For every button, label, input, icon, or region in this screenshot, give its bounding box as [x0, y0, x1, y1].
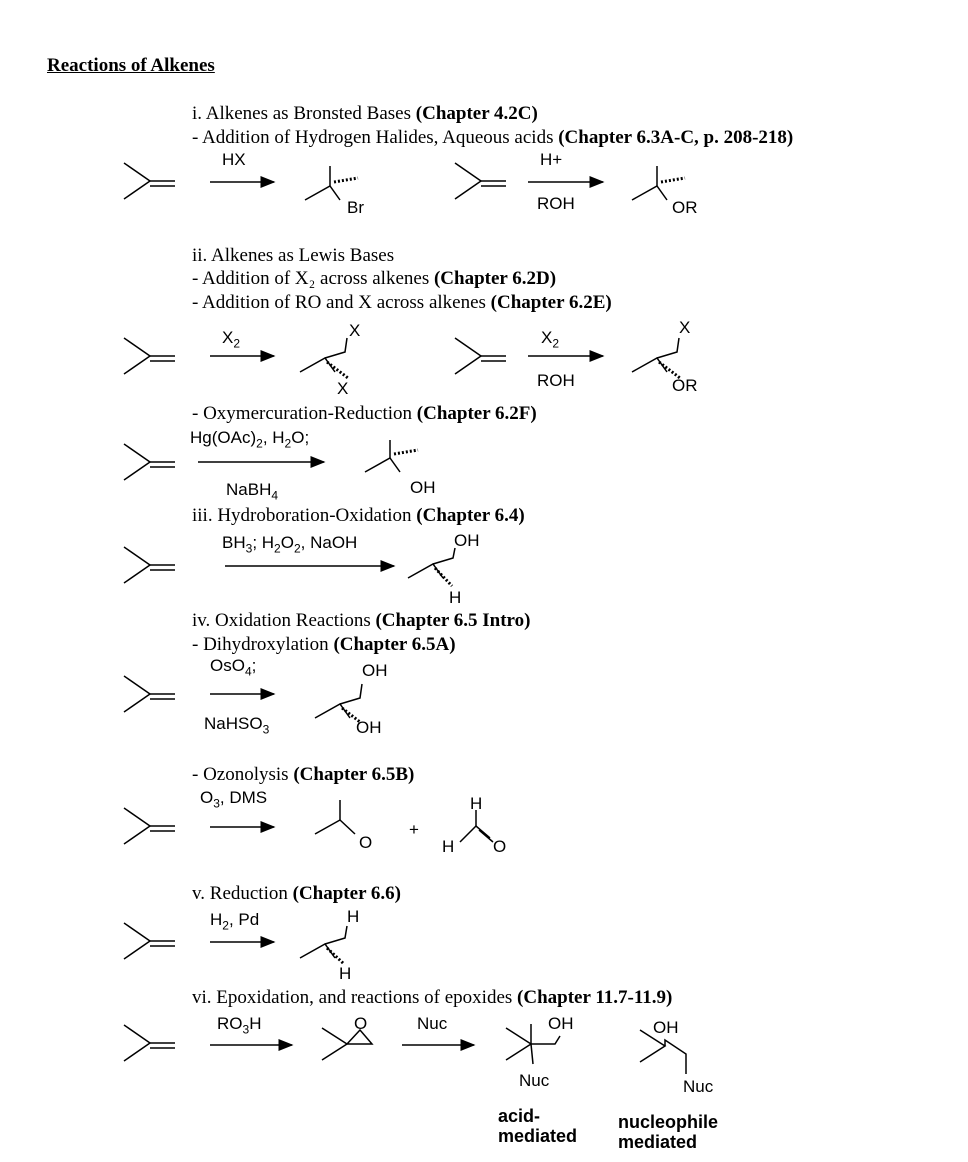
reagent-ozone: $O_3$, DMS: [200, 788, 268, 811]
atom-or-2: OR: [672, 376, 698, 395]
atom-oh-1: OH: [410, 478, 436, 497]
atom-oh-4: OH: [356, 718, 382, 737]
atom-nuc-1: Nuc: [519, 1071, 550, 1090]
reagent-hx: HX: [222, 150, 246, 169]
atom-br: Br: [347, 198, 364, 217]
atom-oh-3: OH: [362, 661, 388, 680]
atom-x-top-2: X: [679, 318, 691, 337]
section-ii-heading: ii. Alkenes as Lewis Bases: [192, 245, 395, 266]
atom-oh-5: OH: [548, 1014, 574, 1033]
reagent-ro3h: $RO_3H$: [217, 1014, 262, 1037]
atom-o-2: O: [493, 837, 507, 856]
atom-h-3: H: [347, 907, 360, 926]
section-iv-sub1: - Dihydroxylation (Chapter 6.5A): [192, 634, 456, 655]
section-iv-sub2: - Ozonolysis (Chapter 6.5B): [192, 764, 415, 785]
alkene-2b: [455, 338, 506, 374]
section-iii-heading: iii. Hydroboration-Oxidation (Chapter 6.4): [192, 505, 525, 526]
atom-oh-6: OH: [653, 1018, 679, 1037]
label-acid-mediated: acid- mediated: [498, 1106, 578, 1146]
reagent-nabh4: NaBH$_4$: [226, 480, 279, 503]
reagent-roh: ROH: [537, 194, 575, 213]
reagent-h2-pd: $H_2$, Pd: [210, 910, 260, 933]
atom-or-1: OR: [672, 198, 698, 217]
alkene-5: [124, 676, 175, 712]
reagent-oso4: OsO$_4$;: [210, 656, 257, 679]
section-ii-sub1: - Addition of X₂ across alkenes (Chapter 6.2D): [192, 268, 557, 289]
alkene-1: [124, 163, 175, 199]
plus-sign: +: [409, 820, 419, 839]
section-vi-heading: vi. Epoxidation, and reactions of epoxides (Chapter 11.7-11.9): [192, 987, 673, 1008]
reagent-x2-b: $X_2$: [541, 328, 560, 351]
section-i-heading: i. Alkenes as Bronsted Bases (Chapter 4.2C): [192, 103, 538, 124]
reagent-hplus: H+: [540, 150, 563, 169]
section-ii-sub3: - Oxymercuration-Reduction (Chapter 6.2F): [192, 403, 537, 424]
atom-h-1: H: [449, 588, 462, 607]
section-i-sub: - Addition of Hydrogen Halides, Aqueous acids (Chapter 6.3A-C, p. 208-218): [192, 127, 794, 148]
alkene-1b: [455, 163, 506, 199]
reagent-x2-a: $X_2$: [222, 328, 241, 351]
atom-x-bottom: X: [337, 379, 349, 398]
alkene-3: [124, 444, 175, 480]
atom-o-epoxide: O: [354, 1014, 368, 1033]
section-iv-heading: iv. Oxidation Reactions (Chapter 6.5 Intro): [192, 610, 531, 631]
alkene-2: [124, 338, 175, 374]
atom-h-ald-1: H: [470, 794, 483, 813]
atom-nuc-2: Nuc: [683, 1077, 714, 1096]
reagent-nuc: Nuc: [417, 1014, 448, 1033]
section-v-heading: v. Reduction (Chapter 6.6): [192, 883, 401, 904]
section-ii-sub2: - Addition of RO and X across alkenes (Chapter 6.2E): [192, 292, 612, 313]
alkene-6: [124, 808, 175, 844]
alkene-4: [124, 547, 175, 583]
label-nucleophile-mediated: nucleophile mediated: [618, 1112, 719, 1152]
reagent-oxymercuration: $Hg(OAc)_2$, $H_2O$;: [190, 428, 310, 451]
alkene-8: [124, 1025, 175, 1061]
alkene-7: [124, 923, 175, 959]
atom-o-1: O: [359, 833, 373, 852]
reagent-roh-2: ROH: [537, 371, 575, 390]
atom-oh-2: OH: [454, 531, 480, 550]
atom-h-ald-2: H: [442, 837, 455, 856]
page-title: Reactions of Alkenes: [47, 55, 215, 76]
reagent-hydroboration: $BH_3$; $H_2O_2$, NaOH: [222, 533, 358, 556]
reagent-nahso3: NaHSO$_3$: [204, 714, 270, 737]
atom-h-4: H: [339, 964, 352, 983]
atom-x-top: X: [349, 321, 361, 340]
